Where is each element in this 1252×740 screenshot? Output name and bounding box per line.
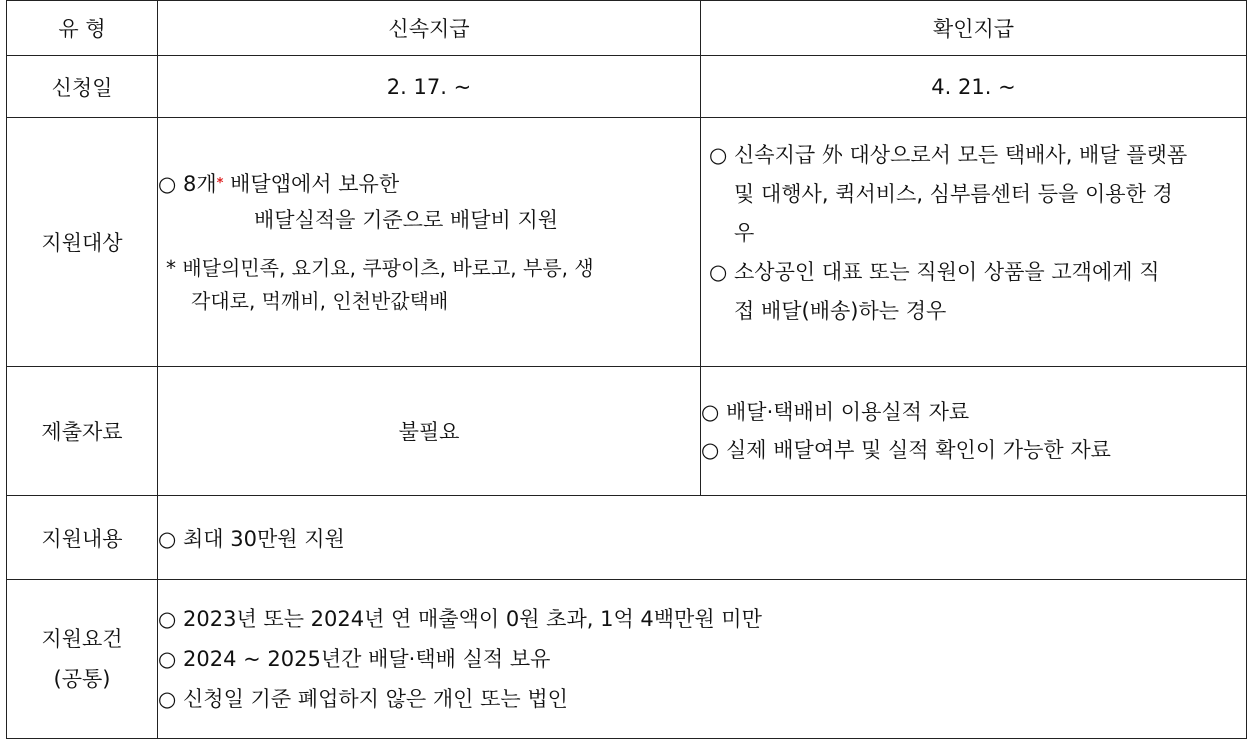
target-fast-line1: ○ 8개* 배달앱에서 보유한 [158,172,400,196]
header-fast-payment: 신속지급 [158,1,701,56]
target-fast-cell [158,118,701,367]
table-row-apply-date [7,56,1247,118]
requirement-item-2: ○ 2024 ~ 2025년간 배달·택배 실적 보유 [158,647,551,671]
documents-confirm-cell [701,367,1247,496]
row-label-content: 지원내용 [7,496,158,580]
support-comparison-table [6,0,1247,739]
table-row-requirements [7,580,1247,739]
requirement-item-1: ○ 2023년 또는 2024년 연 매출액이 0원 초과, 1억 4백만원 미만 [158,607,762,631]
header-type: 유 형 [7,1,158,56]
target-fast-line2: 배달실적을 기준으로 배달비 지원 [254,208,559,232]
footnote-star: * [216,176,224,191]
row-label-documents: 제출자료 [7,367,158,496]
table-row-target [7,118,1247,367]
target-confirm-item1-l2: 및 대행사, 퀵서비스, 심부름센터 등을 이용한 경 [734,182,1173,206]
target-confirm-cell [701,118,1247,367]
header-confirm-payment: 확인지급 [701,1,1247,56]
row-label-target: 지원대상 [7,118,158,367]
target-fast-footnote [158,252,700,318]
row-label-requirements [7,580,158,739]
documents-confirm-line1: ○ 배달·택배비 이용실적 자료 [701,400,970,424]
target-confirm-item1-l3: 우 [734,221,755,245]
content-value: ○ 최대 30만원 지원 [158,496,1247,580]
footnote-line1: * 배달의민족, 요기요, 쿠팡이츠, 바로고, 부릉, 생 [166,256,594,280]
target-confirm-item1-l1: ○ 신속지급 外 대상으로서 모든 택배사, 배달 플랫폼 [709,143,1188,167]
target-confirm-item2-l2: 접 배달(배송)하는 경우 [734,299,947,323]
table-row-documents [7,367,1247,496]
apply-date-fast: 2. 17. ~ [158,56,701,118]
requirement-item-3: ○ 신청일 기준 폐업하지 않은 개인 또는 법인 [158,687,568,711]
table-row-content [7,496,1247,580]
requirements-label-l2: (공통) [53,667,111,691]
footnote-line2: 각대로, 먹깨비, 인천반값택배 [191,289,449,313]
documents-fast: 불필요 [158,367,701,496]
target-confirm-item2-l1: ○ 소상공인 대표 또는 직원이 상품을 고객에게 직 [709,260,1160,284]
table-header-row [7,1,1247,56]
apply-date-confirm: 4. 21. ~ [701,56,1247,118]
row-label-apply-date: 신청일 [7,56,158,118]
documents-confirm-line2: ○ 실제 배달여부 및 실적 확인이 가능한 자료 [701,438,1111,462]
requirements-list [158,580,1247,739]
requirements-label-l1: 지원요건 [41,627,123,651]
